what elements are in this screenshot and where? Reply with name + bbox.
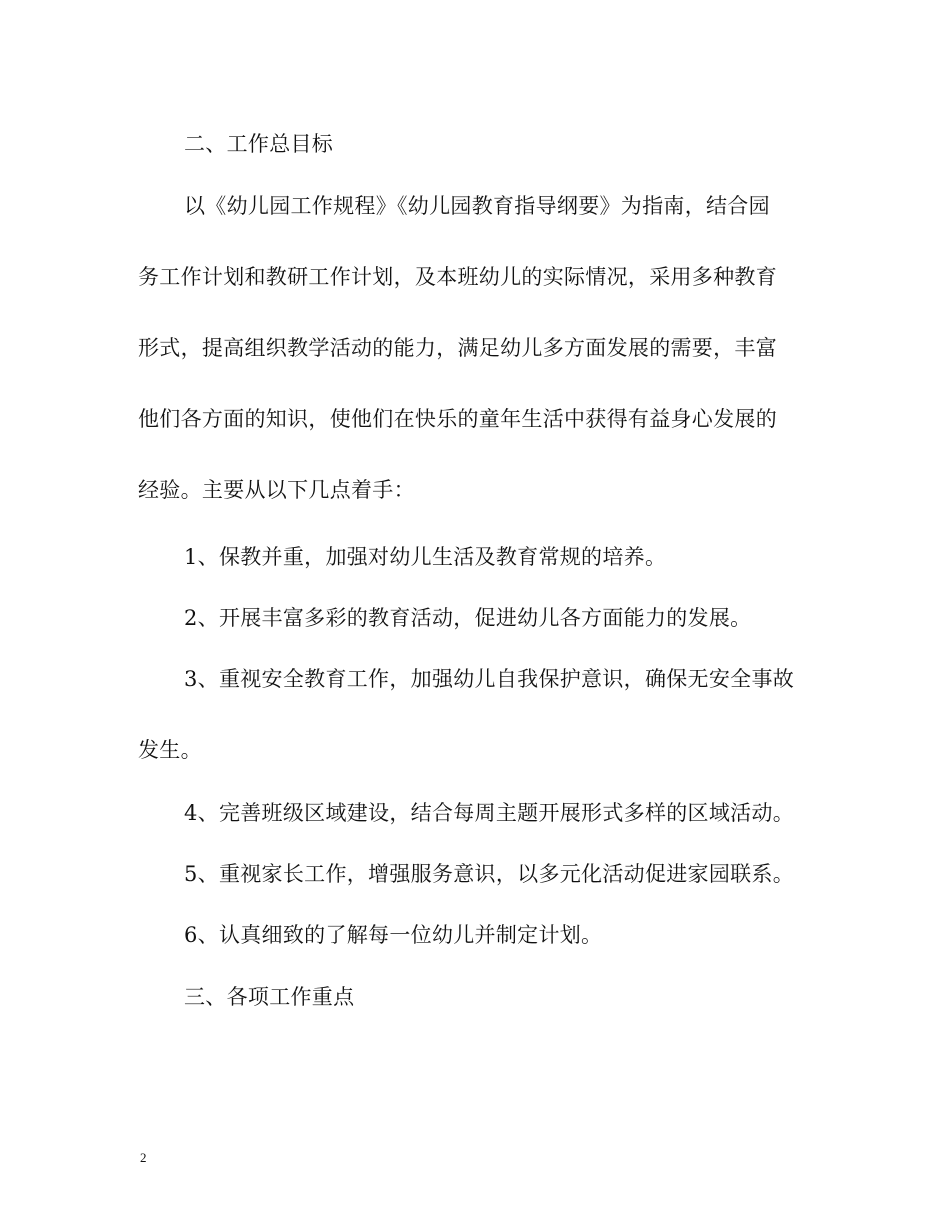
paragraph-line: 经验。主要从以下几点着手： xyxy=(138,478,415,502)
list-item: 6、认真细致的了解每一位幼儿并制定计划。 xyxy=(184,923,603,947)
paragraph-line: 形式，提高组织教学活动的能力，满足幼儿多方面发展的需要，丰富 xyxy=(138,336,777,360)
page-number: 2 xyxy=(140,1150,147,1165)
list-item: 1、保教并重，加强对幼儿生活及教育常规的培养。 xyxy=(184,545,667,569)
paragraph-line: 务工作计划和教研工作计划，及本班幼儿的实际情况，采用多种教育 xyxy=(138,265,777,289)
list-item: 3、重视安全教育工作，加强幼儿自我保护意识，确保无安全事故 xyxy=(184,667,795,691)
list-item: 5、重视家长工作，增强服务意识，以多元化活动促进家园联系。 xyxy=(184,862,795,886)
list-item: 4、完善班级区域建设，结合每周主题开展形式多样的区域活动。 xyxy=(184,801,795,825)
paragraph-line: 以《幼儿园工作规程》《幼儿园教育指导纲要》为指南，结合园 xyxy=(184,194,770,218)
section-heading-focus: 三、各项工作重点 xyxy=(184,985,355,1009)
section-heading-goal: 二、工作总目标 xyxy=(184,132,334,156)
paragraph-line: 他们各方面的知识，使他们在快乐的童年生活中获得有益身心发展的 xyxy=(138,407,777,431)
list-item: 2、开展丰富多彩的教育活动，促进幼儿各方面能力的发展。 xyxy=(184,606,752,630)
list-item-continuation: 发生。 xyxy=(138,738,202,762)
